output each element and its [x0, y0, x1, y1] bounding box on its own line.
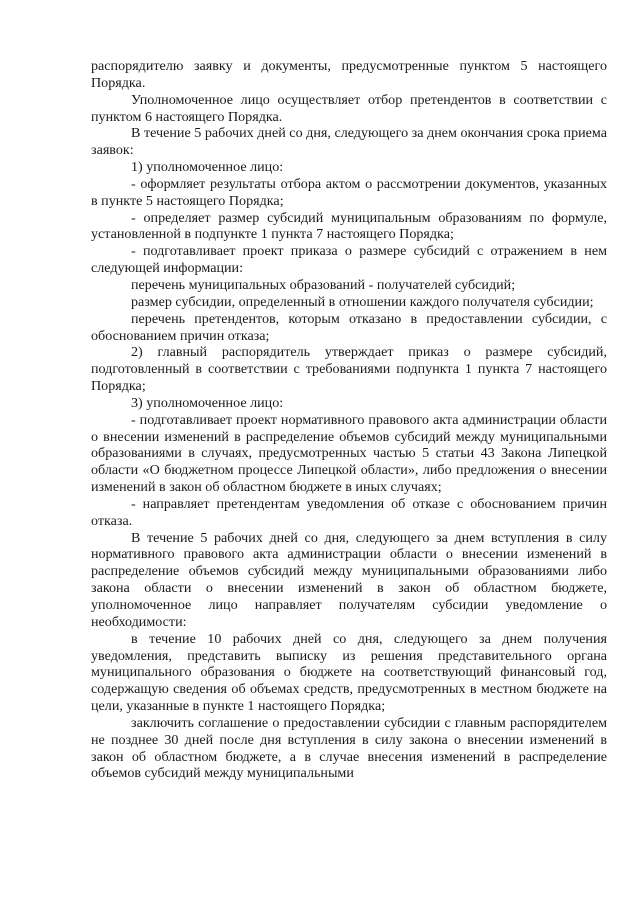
paragraph: размер субсидии, определенный в отношении каждого получателя субсидии;: [131, 293, 594, 310]
paragraph: - оформляет результаты отбора актом о рассмотрении документов, указанных в пункте 5 настоящего Порядка;: [91, 175, 607, 209]
paragraph: распорядителю заявку и документы, предусмотренные пунктом 5 настоящего Порядка.: [91, 58, 607, 91]
paragraph: перечень муниципальных образований - получателей субсидий;: [131, 276, 516, 293]
paragraph: 1) уполномоченное лицо:: [131, 159, 284, 176]
paragraph: В течение 5 рабочих дней со дня, следующего за днем вступления в силу нормативного правового акта администрации области о внесении изменений в распределение объемов субсидий между муниципальными образованиями либо закона области о внесении изменений в закон об областном бюджете, уполномоченное лицо направляет получателям субсидии уведомление о необходимости:: [91, 529, 607, 630]
paragraph: Уполномоченное лицо осуществляет отбор претендентов в соответствии с пунктом 6 настоящего Порядка.: [91, 91, 607, 125]
document-page: [91, 58, 607, 782]
paragraph: - подготавливает проект приказа о размере субсидий с отражением в нем следующей информации:: [91, 243, 607, 277]
paragraph: 2) главный распорядитель утверждает приказ о размере субсидий, подготовленный в соответствии с требованиями подпункта 1 пункта 7 настоящего Порядка;: [91, 344, 607, 395]
paragraph: заключить соглашение о предоставлении субсидии с главным распорядителем не позднее 30 дней после дня вступления в силу закона о внесении изменений в закон об областном бюджете, а в случае внесения изменений в распределение объемов субсидий между муниципальными: [91, 714, 607, 782]
paragraph: - подготавливает проект нормативного правового акта администрации области о внесении изменений в распределение объемов субсидий между муниципальными образованиями в случаях, предусмотренных частью 5 статьи 43 Закона Липецкой области «О бюджетном процессе Липецкой области», либо предложения о внесении изменений в закон об областном бюджете в иных случаях;: [91, 411, 607, 496]
paragraph: в течение 10 рабочих дней со дня, следующего за днем получения уведомления, представить выписку из решения представительного органа муниципального образования о бюджете на соответствующий финансовый год, содержащую сведения об объемах средств, предусмотренных в местном бюджете на цели, указанные в пункте 1 настоящего Порядка;: [91, 630, 607, 715]
paragraph: - направляет претендентам уведомления об отказе с обоснованием причин отказа.: [91, 495, 607, 529]
paragraph: 3) уполномоченное лицо:: [131, 394, 284, 411]
paragraph: - определяет размер субсидий муниципальным образованиям по формуле, установленной в подпункте 1 пункта 7 настоящего Порядка;: [91, 209, 607, 243]
paragraph: перечень претендентов, которым отказано в предоставлении субсидии, с обоснованием причин отказа;: [91, 310, 607, 344]
paragraph: В течение 5 рабочих дней со дня, следующего за днем окончания срока приема заявок:: [91, 125, 607, 159]
